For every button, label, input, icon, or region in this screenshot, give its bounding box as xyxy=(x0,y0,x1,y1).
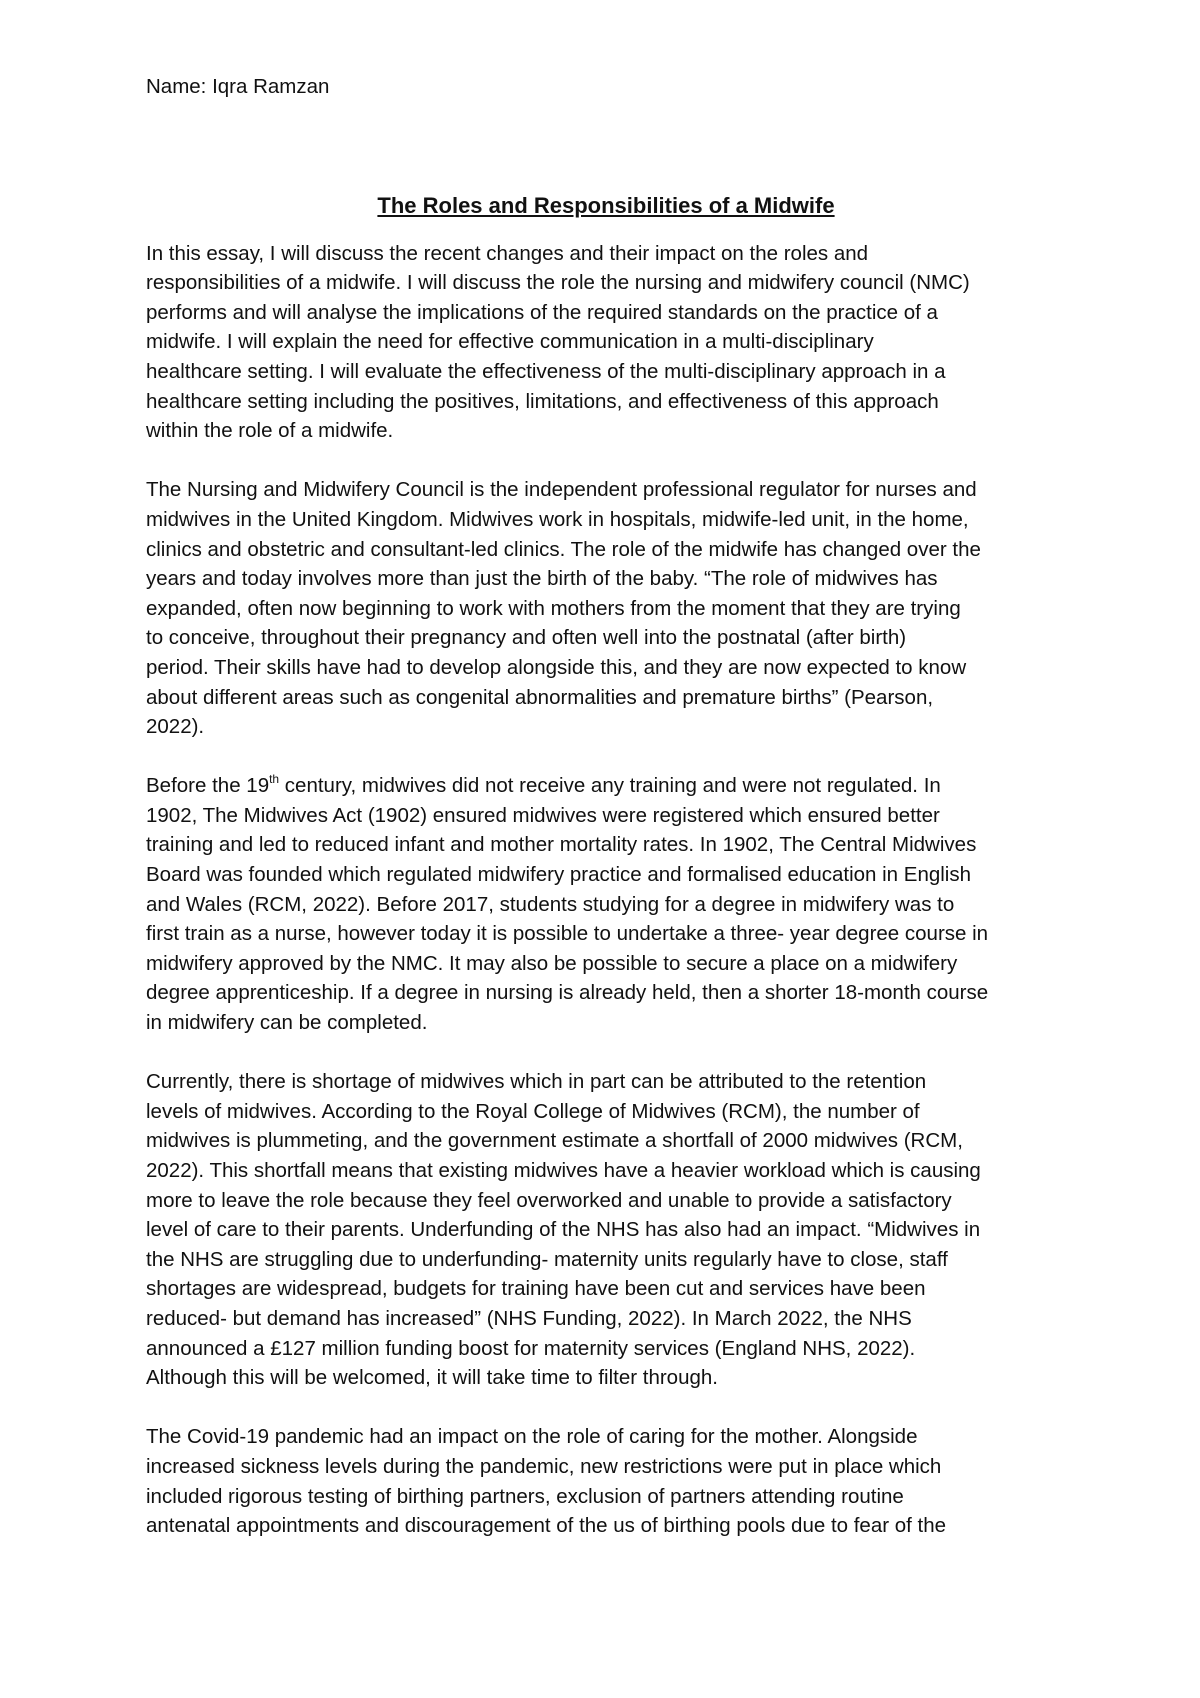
text-line: about different areas such as congenital abnormalities and premature births” (Pearson, xyxy=(146,685,934,709)
text-line: healthcare setting. I will evaluate the effectiveness of the multi-disciplinary approach in a xyxy=(146,359,946,383)
text-line: healthcare setting including the positives, limitations, and effectiveness of this approach xyxy=(146,389,939,413)
text-line: levels of midwives. According to the Royal College of Midwives (RCM), the number of xyxy=(146,1099,920,1123)
text-line: clinics and obstetric and consultant-led clinics. The role of the midwife has changed over the xyxy=(146,537,981,561)
text-line: degree apprenticeship. If a degree in nursing is already held, then a shorter 18-month course xyxy=(146,981,989,1005)
text-line: midwife. I will explain the need for effective communication in a multi-disciplinary xyxy=(146,330,874,354)
text-line: to conceive, throughout their pregnancy and often well into the postnatal (after birth) xyxy=(146,626,907,650)
document-body xyxy=(146,72,1066,1541)
text-line: 2022). This shortfall means that existing midwives have a heavier workload which is causing xyxy=(146,1159,981,1182)
ordinal-superscript: th xyxy=(269,772,280,787)
text-line: midwifery approved by the NMC. It may also be possible to secure a place on a midwifery xyxy=(146,951,958,975)
text-line: reduced- but demand has increased” (NHS Funding, 2022). In March 2022, the NHS xyxy=(146,1306,912,1330)
text-line: within the role of a midwife. xyxy=(146,419,394,443)
text-line: midwives is plummeting, and the government estimate a shortfall of 2000 midwives (RCM, xyxy=(146,1129,963,1153)
text-line: 1902, The Midwives Act (1902) ensured midwives were registered which ensured better xyxy=(146,803,940,827)
text-line: more to leave the role because they feel overworked and unable to provide a satisfactory xyxy=(146,1188,952,1212)
text-line: the NHS are struggling due to underfunding- maternity units regularly have to close, staff xyxy=(146,1247,948,1271)
text-line-with-superscript xyxy=(146,771,1066,801)
text-line: performs and will analyse the implications of the required standards on the practice of a xyxy=(146,300,938,324)
text-line: Currently, there is shortage of midwives which in part can be attributed to the retention xyxy=(146,1070,927,1094)
text-line: announced a £127 million funding boost for maternity services (England NHS, 2022). xyxy=(146,1336,916,1360)
text-line: The Covid-19 pandemic had an impact on the role of caring for the mother. Alongside xyxy=(146,1425,918,1449)
text-line: antenatal appointments and discouragement of the us of birthing pools due to fear of the xyxy=(146,1514,947,1538)
paragraph-covid xyxy=(146,1422,1066,1540)
text-line: shortages are widespread, budgets for training have been cut and services have been xyxy=(146,1277,926,1301)
text-line: included rigorous testing of birthing partners, exclusion of partners attending routine xyxy=(146,1484,904,1508)
text-segment: Before the 19 xyxy=(146,774,270,798)
text-line: level of care to their parents. Underfunding of the NHS has also had an impact. “Midwives in xyxy=(146,1218,981,1242)
text-line: midwives in the United Kingdom. Midwives work in hospitals, midwife-led unit, in the home, xyxy=(146,507,969,531)
author-name-line: Name: Iqra Ramzan xyxy=(146,75,330,98)
text-line: increased sickness levels during the pandemic, new restrictions were put in place which xyxy=(146,1454,942,1478)
paragraph-history xyxy=(146,771,1066,1037)
text-line: responsibilities of a midwife. I will discuss the role the nursing and midwifery council (NMC) xyxy=(146,271,970,295)
text-line: and Wales (RCM, 2022). Before 2017, students studying for a degree in midwifery was to xyxy=(146,892,955,916)
text-line: The Nursing and Midwifery Council is the independent professional regulator for nurses and xyxy=(146,478,977,502)
text-line: In this essay, I will discuss the recent changes and their impact on the roles and xyxy=(146,241,869,265)
text-line: Although this will be welcomed, it will take time to filter through. xyxy=(146,1366,718,1390)
essay-title: The Roles and Responsibilities of a Midwife xyxy=(377,192,835,218)
text-segment: century, midwives did not receive any training and were not regulated. In xyxy=(279,774,941,798)
paragraph-shortage xyxy=(146,1067,1066,1393)
text-line: first train as a nurse, however today it is possible to undertake a three- year degree course in xyxy=(146,922,989,946)
paragraph-nmc xyxy=(146,475,1066,741)
text-line: Board was founded which regulated midwifery practice and formalised education in English xyxy=(146,863,972,887)
text-line: training and led to reduced infant and mother mortality rates. In 1902, The Central Midwives xyxy=(146,833,977,857)
text-line: expanded, often now beginning to work with mothers from the moment that they are trying xyxy=(146,596,961,620)
text-line: years and today involves more than just the birth of the baby. “The role of midwives has xyxy=(146,567,938,591)
text-line: in midwifery can be completed. xyxy=(146,1011,428,1035)
text-line: period. Their skills have had to develop alongside this, and they are now expected to know xyxy=(146,655,967,679)
text-line: 2022). xyxy=(146,715,205,739)
paragraph-introduction xyxy=(146,239,1066,446)
